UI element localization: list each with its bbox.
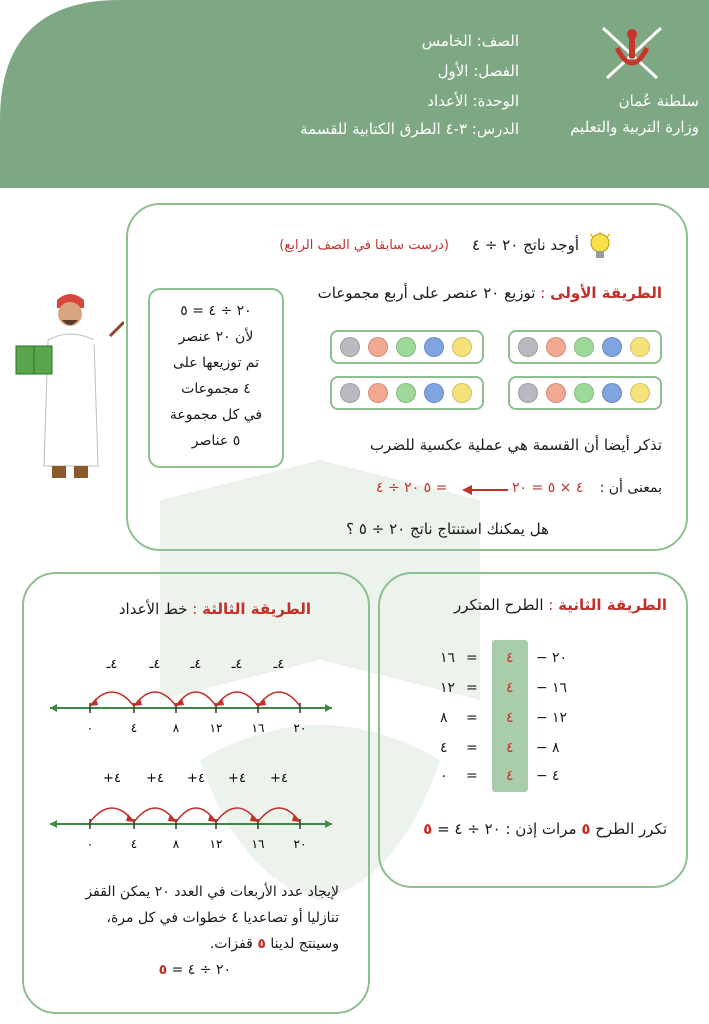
lightbulb-icon [588,232,612,262]
minuend: ٤ [552,768,560,784]
method3-explain-line2: تنازليا أو تصاعديا ٤ خطوات في كل مرة، [106,910,339,926]
difference: ١٦ [440,650,456,666]
jump-label: ٤ـ [190,657,202,672]
subtrahend: ٤ [506,710,514,726]
jump-label: ٤ـ [106,657,118,672]
explain3-prefix: وسينتج لدينا [270,936,339,952]
method3-explain-line3 [210,936,339,952]
arrowhead-icon [325,704,332,712]
method3-label: الطريقة الثالثة [202,600,311,618]
summary-result: ٥ [423,820,433,838]
ministry-line2: وزارة التربية والتعليم [570,118,699,136]
button-icon [546,383,566,403]
button-icon [452,337,472,357]
explain-line-4: ٤ مجموعات [181,381,251,397]
meaning-multiplication: ٤ × ٥ = ٢٠ [512,480,584,496]
equals-sign: = [466,680,478,696]
minus-sign: − [536,680,548,696]
tick-label: ٠ [86,837,94,851]
method2-title: الطرح المتكرر [454,596,544,614]
button-group [508,330,662,364]
jump-label: ٤ـ [231,657,243,672]
tick-label: ١٢ [209,721,223,735]
method2-summary [423,820,667,838]
method2-panel [378,572,688,888]
minuend: ١٢ [552,710,568,726]
minuend: ٨ [552,740,560,756]
difference: ٨ [440,710,448,726]
button-icon [630,337,650,357]
question-text: أوجد ناتج ٢٠ ÷ ٤ [472,236,579,254]
ministry-line1: سلطنة عُمان [618,92,699,110]
button-icon [368,337,388,357]
can-you-question: هل يمكنك استنتاج ناتج ٢٠ ÷ ٥ ؟ [346,520,549,538]
method3-colon: : [192,600,198,618]
tick-label: ٢٠ [293,837,307,851]
method1-colon: : [540,284,546,302]
button-group [330,376,484,410]
button-icon [546,337,566,357]
arrowhead-icon [50,704,57,712]
button-icon [602,337,622,357]
teacher-illustration-icon [12,286,124,486]
grade-label: الصف: الخامس [421,32,519,50]
jump-label: ٤ـ [149,657,161,672]
arrowhead-icon [325,820,332,828]
tick-label: ٨ [172,837,180,851]
equals-sign: = [466,710,478,726]
method1-label: الطريقة الأولى [550,284,662,302]
subtrahend: ٤ [506,650,514,666]
arrowhead-icon [50,820,57,828]
button-icon [574,337,594,357]
button-icon [452,383,472,403]
button-icon [574,383,594,403]
summary-count: ٥ [581,820,591,838]
button-icon [630,383,650,403]
method2-colon: : [548,596,554,614]
button-icon [424,383,444,403]
difference: ١٢ [440,680,456,696]
tick-label: ٨ [172,721,180,735]
minus-sign: − [536,768,548,784]
method3-explain-line1: لإيجاد عدد الأربعات في العدد ٢٠ يمكن القفز [85,884,339,900]
explain3-suffix: قفزات. [209,936,253,952]
equals-sign: = [466,768,478,784]
explain-line-1: ٢٠ ÷ ٤ = ٥ [180,303,252,319]
number-line-descending [40,656,340,742]
minuend: ١٦ [552,680,568,696]
final-expr: ٢٠ ÷ ٤ = [171,962,231,978]
subtrahend: ٤ [506,680,514,696]
jump-label: +٤ [187,771,205,786]
subtrahend: ٤ [506,768,514,784]
button-icon [340,383,360,403]
oman-emblem-icon [595,22,669,86]
button-icon [518,337,538,357]
difference: ٤ [440,740,448,756]
method1-heading [318,284,662,302]
method3-final [159,962,231,978]
jump-label: +٤ [103,771,121,786]
button-icon [368,383,388,403]
explanation-box [148,288,284,468]
summary-mid: مرات إذن : ٢٠ ÷ ٤ = [437,820,577,838]
equals-sign: = [466,740,478,756]
jump-arrowhead-icon [176,698,184,706]
explain3-count: ٥ [257,936,266,952]
tick-label: ٢٠ [293,721,307,735]
button-group [330,330,484,364]
tick-label: ١٢ [209,837,223,851]
minus-sign: − [536,740,548,756]
arrow-left-icon [462,484,508,496]
jump-arrowhead-icon [208,814,216,822]
minus-sign: − [536,710,548,726]
lesson-label: الدرس: ٣-٤ الطرق الكتابية للقسمة [300,120,519,138]
meaning-prefix: بمعنى أن : [599,480,662,496]
final-result: ٥ [158,962,168,978]
unit-label: الوحدة: الأعداد [427,92,519,110]
explain-line-2: لأن ٢٠ عنصر [178,329,254,345]
minus-sign: − [536,650,548,666]
tick-label: ٤ [130,837,138,851]
semester-label: الفصل: الأول [437,62,519,80]
meaning-division-expr: ٢٠ ÷ ٤ = [376,480,448,496]
explain-line-6: ٥ عناصر [191,433,241,449]
button-icon [396,337,416,357]
method3-title: خط الأعداد [118,600,188,618]
button-icon [602,383,622,403]
method2-heading [454,596,667,614]
subtrahend: ٤ [506,740,514,756]
tick-label: ١٦ [251,721,265,735]
button-icon [396,383,416,403]
difference: ٠ [440,768,448,784]
jump-label: +٤ [228,771,246,786]
jump-label: +٤ [270,771,288,786]
button-icon [340,337,360,357]
equals-sign: = [466,650,478,666]
meaning-division-result: ٥ [423,480,432,496]
button-icon [518,383,538,403]
jump-label: ٤ـ [273,657,285,672]
explain-line-3: تم توزيعها على [172,355,260,371]
remember-text: تذكر أيضا أن القسمة هي عملية عكسية للضرب [369,436,662,454]
explain-line-5: في كل مجموعة [169,407,263,423]
tick-label: ١٦ [251,837,265,851]
jump-label: +٤ [146,771,164,786]
minuend: ٢٠ [552,650,568,666]
method1-description: توزيع ٢٠ عنصر على أربع مجموعات [317,284,536,302]
method2-label: الطريقة الثانية [558,596,667,614]
studied-note: (درست سابقا في الصف الرابع) [279,238,449,253]
number-line-ascending [40,768,340,858]
method3-heading [119,600,311,618]
button-icon [424,337,444,357]
tick-label: ٠ [86,721,94,735]
summary-prefix: تكرر الطرح [595,820,667,838]
tick-label: ٤ [130,721,138,735]
meaning-division [376,480,447,496]
button-group [508,376,662,410]
